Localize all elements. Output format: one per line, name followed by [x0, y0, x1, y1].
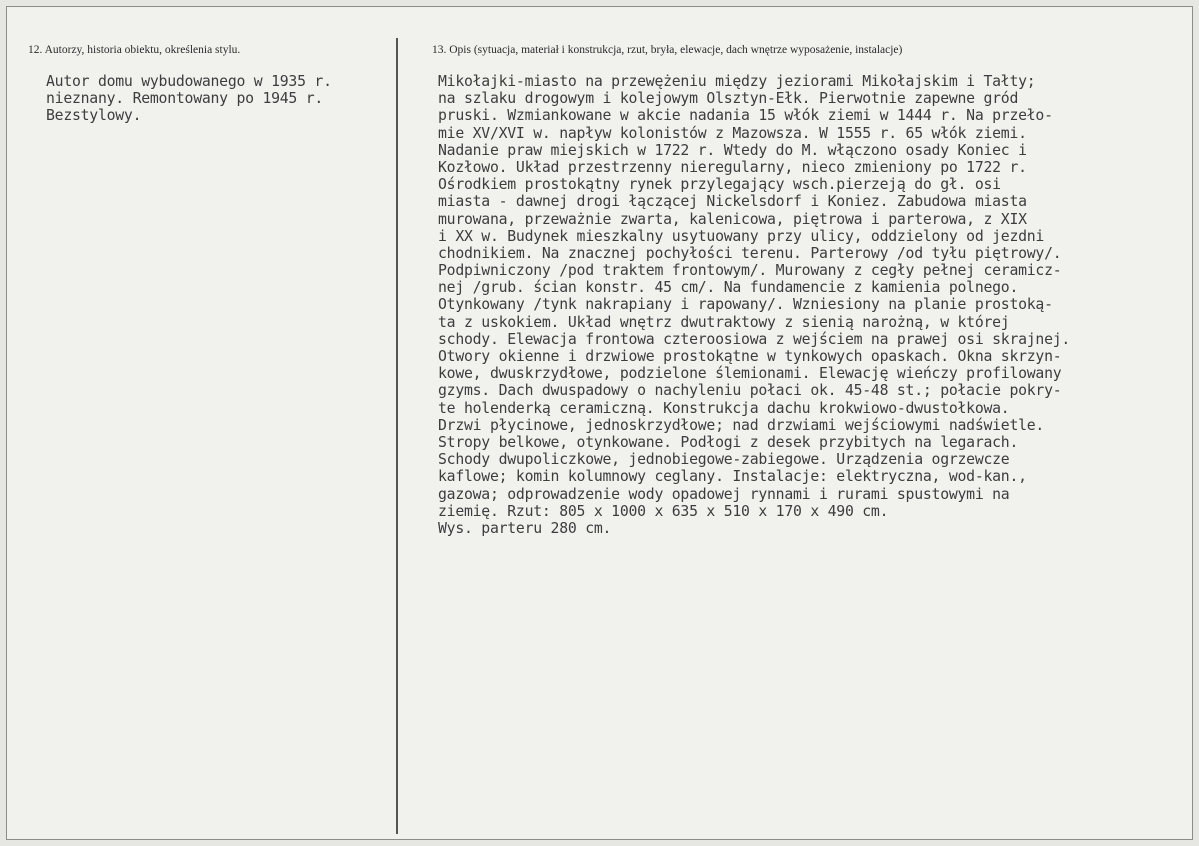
text-line: Nadanie praw miejskich w 1722 r. Wtedy do M. włączono osady Koniec i — [438, 141, 1027, 159]
text-line: gazowa; odprowadzenie wody opadowej rynnami i rurami spustowymi na — [438, 485, 1010, 503]
text-line: Kozłowo. Układ przestrzenny nieregularny, nieco zmieniony po 1722 r. — [438, 158, 1027, 176]
section-13-header: 13. Opis (sytuacja, materiał i konstrukcja, rzut, bryła, elewacje, dach wnętrze wyposażenie, instalacje) — [432, 44, 903, 56]
section-12-header: 12. Autorzy, historia obiektu, określenia stylu. — [28, 44, 241, 56]
text-line: schody. Elewacja frontowa czteroosiowa z wejściem na prawej osi skrajnej. — [438, 330, 1071, 348]
text-line: kowe, dwuskrzydłowe, podzielone ślemionami. Elewację wieńczy profilowany — [438, 365, 1062, 383]
text-line: nieznany. Remontowany po 1945 r. — [46, 90, 324, 108]
description-text — [438, 73, 1070, 537]
text-line: Stropy belkowe, otynkowane. Podłogi z desek przybitych na legarach. — [438, 433, 1019, 451]
text-line: Ośrodkiem prostokątny rynek przylegający wsch.pierzeją do gł. osi — [438, 176, 1001, 194]
text-line: Otwory okienne i drzwiowe prostokątne w tynkowych opaskach. Okna skrzyn- — [438, 348, 1062, 365]
text-line: i XX w. Budynek mieszkalny usytuowany przy ulicy, oddzielony od jezdni — [438, 227, 1045, 245]
text-line: Otynkowany /tynk nakrapiany i rapowany/. Wzniesiony na planie prostoką- — [438, 296, 1053, 314]
text-line: ta z uskokiem. Układ wnętrz dwutraktowy z sienią narożną, w której — [438, 313, 1010, 331]
text-line: ziemię. Rzut: 805 x 1000 x 635 x 510 x 170 x 490 cm. — [438, 502, 889, 520]
text-line: chodnikiem. Na znacznej pochyłości terenu. Parterowy /od tyłu piętrowy/. — [438, 244, 1062, 262]
text-line: pruski. Wzmiankowane w akcie nadania 15 włók ziemi w 1444 r. Na przeło- — [438, 107, 1053, 125]
text-line: Wys. parteru 280 cm. — [438, 519, 612, 537]
column-divider — [396, 38, 398, 834]
text-line: kaflowe; komin kolumnowy ceglany. Instalacje: elektryczna, wod-kan., — [438, 468, 1027, 486]
text-line: Schody dwupoliczkowe, jednobiegowe-zabiegowe. Urządzenia ogrzewcze — [438, 451, 1010, 469]
text-line: te holenderką ceramiczną. Konstrukcja dachu krokwiowo-dwustołkowa. — [438, 399, 1010, 417]
text-line: Mikołajki-miasto na przewężeniu między jeziorami Mikołajskim i Tałty; — [438, 73, 1036, 90]
text-line: miasta - dawnej drogi łączącej Nickelsdorf i Koniez. Zabudowa miasta — [438, 193, 1027, 211]
text-line: nej /grub. ścian konstr. 45 cm/. Na fundamencie z kamienia polnego. — [438, 279, 1019, 297]
text-line: mie XV/XVI w. napływ kolonistów z Mazowsza. W 1555 r. 65 włók ziemi. — [438, 124, 1027, 142]
text-line: murowana, przeważnie zwarta, kalenicowa, piętrowa i parterowa, z XIX — [438, 210, 1027, 228]
text-line: Drzwi płycinowe, jednoskrzydłowe; nad drzwiami wejściowymi nadświetle. — [438, 416, 1045, 434]
text-line: gzyms. Dach dwuspadowy o nachyleniu połaci ok. 45-48 st.; połacie pokry- — [438, 382, 1062, 400]
text-line: na szlaku drogowym i kolejowym Olsztyn-Ełk. Pierwotnie zapewne gród — [438, 90, 1019, 108]
text-line: Podpiwniczony /pod traktem frontowym/. Murowany z cegły pełnej ceramicz- — [438, 262, 1062, 280]
text-line: Autor domu wybudowanego w 1935 r. — [46, 73, 332, 90]
authors-history-text — [46, 73, 332, 125]
text-line: Bezstylowy. — [46, 107, 142, 125]
